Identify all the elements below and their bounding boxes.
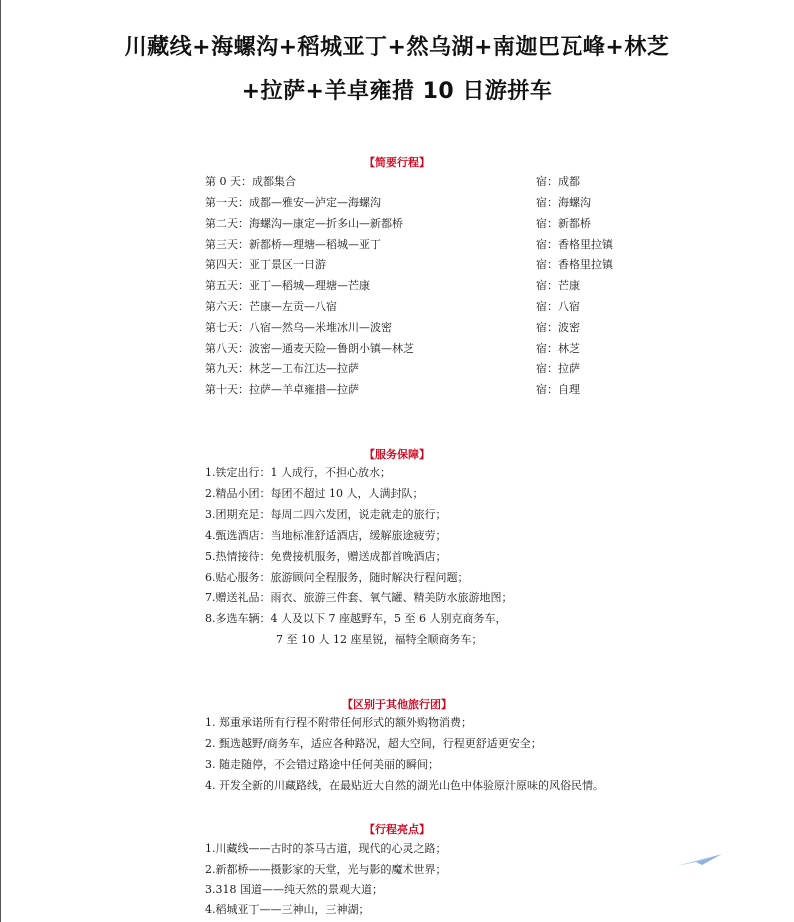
highlight-item: 3.318 国道——纯天然的景观大道； — [205, 883, 383, 896]
itinerary-stay: 宿：新都桥 — [536, 217, 591, 230]
itinerary-day: 第四天：亚丁景区一日游 — [205, 258, 326, 271]
itinerary-stay: 宿：香格里拉镇 — [536, 258, 613, 271]
difference-heading: 【区别于其他旅行团】 — [342, 698, 452, 711]
service-item: 2.精品小团：每团不超过 10 人，人满封队； — [205, 487, 424, 500]
service-item: 5.热情接待：免费接机服务，赠送成都首晚酒店； — [205, 550, 447, 563]
itinerary-stay: 宿：成都 — [536, 175, 580, 188]
itinerary-stay: 宿：香格里拉镇 — [536, 238, 613, 251]
service-item-continuation: 7 至 10 人 12 座星锐，福特全顺商务车； — [276, 633, 483, 646]
itinerary-day: 第 0 天：成都集合 — [205, 175, 296, 188]
itinerary-day: 第五天：亚丁—稻城—理塘—芒康 — [205, 279, 370, 292]
itinerary-day: 第三天：新都桥—理塘—稻城—亚丁 — [205, 238, 381, 251]
service-item: 3.团期充足：每周二四六发团，说走就走的旅行； — [205, 508, 447, 521]
page-title-line-2: +拉萨+羊卓雍措 10 日游拼车 — [241, 79, 553, 104]
itinerary-stay: 宿：海螺沟 — [536, 196, 591, 209]
difference-item: 1. 郑重承诺所有行程不附带任何形式的额外购物消费； — [205, 716, 472, 729]
itinerary-stay: 宿：拉萨 — [536, 362, 580, 375]
itinerary-stay: 宿：芒康 — [536, 279, 580, 292]
itinerary-stay: 宿：林芝 — [536, 342, 580, 355]
highlight-item: 4.稻城亚丁——三神山，三神湖； — [205, 903, 370, 916]
difference-item: 3. 随走随停，不会错过路途中任何美丽的瞬间； — [205, 758, 439, 771]
paper-plane-icon — [676, 852, 724, 868]
itinerary-day: 第七天：八宿—然乌—米堆冰川—波密 — [205, 321, 392, 334]
itinerary-stay: 宿：波密 — [536, 321, 580, 334]
difference-item: 2. 甄选越野/商务车，适应各种路况，超大空间，行程更舒适更安全； — [205, 737, 542, 750]
highlight-item: 2.新都桥——摄影家的天堂，光与影的魔术世界； — [205, 863, 447, 876]
itinerary-day: 第八天：波密—通麦天险—鲁朗小镇—林芝 — [205, 342, 414, 355]
service-item: 7.赠送礼品：雨衣、旅游三件套、氧气罐、精美防水旅游地图； — [205, 591, 513, 604]
itinerary-day: 第九天：林芝—工布江达—拉萨 — [205, 362, 359, 375]
itinerary-day: 第一天：成都—雅安—泸定—海螺沟 — [205, 196, 381, 209]
highlights-heading: 【行程亮点】 — [364, 823, 430, 836]
itinerary-stay: 宿：八宿 — [536, 300, 580, 313]
service-item: 4.甄选酒店：当地标准舒适酒店，缓解旅途疲劳； — [205, 529, 447, 542]
service-item: 6.贴心服务：旅游顾问全程服务，随时解决行程问题； — [205, 571, 469, 584]
itinerary-day: 第十天：拉萨—羊卓雍措—拉萨 — [205, 383, 359, 396]
service-heading: 【服务保障】 — [364, 448, 430, 461]
itinerary-day: 第六天：芒康—左贡—八宿 — [205, 300, 337, 313]
itinerary-stay: 宿：自理 — [536, 383, 580, 396]
itinerary-day: 第二天：海螺沟—康定—折多山—新都桥 — [205, 217, 403, 230]
service-item: 8.多选车辆：4 人及以下 7 座越野车，5 至 6 人别克商务车， — [205, 612, 507, 625]
itinerary-heading: 【简要行程】 — [364, 156, 430, 169]
highlight-item: 1.川藏线——古时的茶马古道，现代的心灵之路； — [205, 842, 447, 855]
difference-item: 4. 开发全新的川藏路线，在最贴近大自然的湖光山色中体验原汁原味的风俗民情。 — [205, 779, 604, 792]
page-title-line-1: 川藏线+海螺沟+稻城亚丁+然乌湖+南迦巴瓦峰+林芝 — [124, 35, 670, 60]
service-item: 1.铁定出行：1 人成行，不担心放水； — [205, 466, 391, 479]
